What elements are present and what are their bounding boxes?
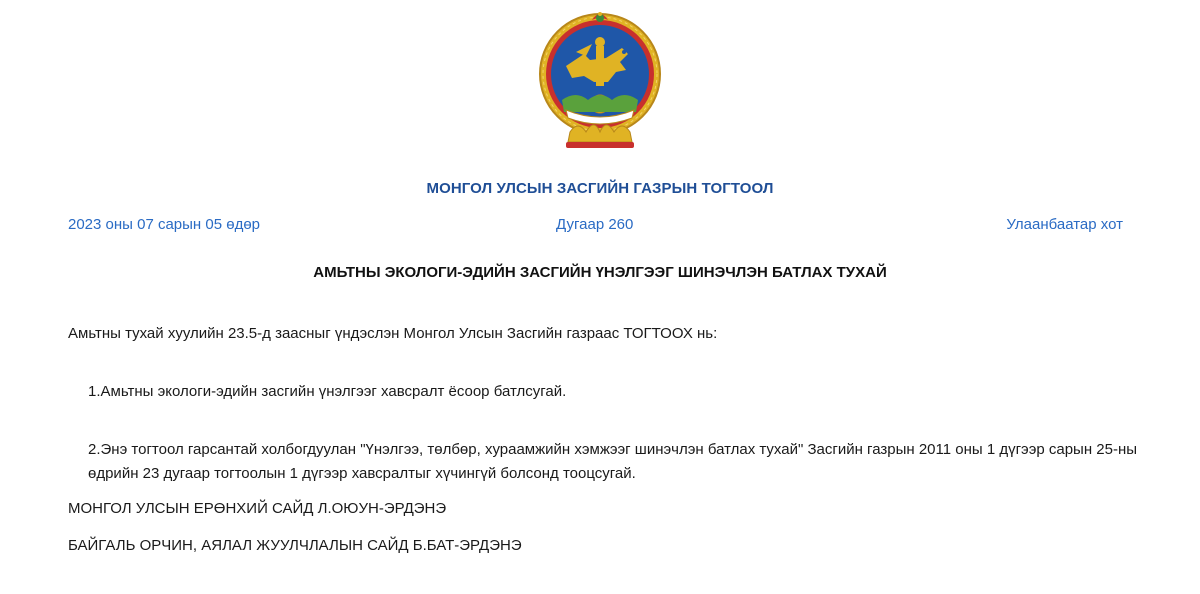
signature-prime-minister: МОНГОЛ УЛСЫН ЕРӨНХИЙ САЙД Л.ОЮУН-ЭРДЭНЭ: [68, 500, 447, 517]
resolution-date: 2023 оны 07 сарын 05 өдөр: [68, 216, 261, 233]
resolution-header-title: МОНГОЛ УЛСЫН ЗАСГИЙН ГАЗРЫН ТОГТООЛ: [426, 180, 774, 197]
resolution-number: Дугаар 260: [556, 216, 634, 233]
intro-paragraph: Амьтны тухай хуулийн 23.5-д заасныг үндэслэн Монгол Улсын Засгийн газраас ТОГТООХ нь:: [68, 325, 718, 342]
resolution-item-1: 1.Амьтны экологи-эдийн засгийн үнэлгээг хавсралт ёсоор батлсугай.: [88, 383, 567, 400]
resolution-item-2: 2.Энэ тогтоол гарсантай холбогдуулан "Үнэлгээ, төлбөр, хураамжийн хэмжээг шинэчлэн батлах тухай" Засгийн газрын 2011 оны 1 дүгээр сарын 25-ны өдрийн 23 дугаар тогтоолын 1 дүгээр хавсралтыг хүчингүй болсонд тооцсугай.: [88, 441, 1138, 482]
document-title: АМЬТНЫ ЭКОЛОГИ-ЭДИЙН ЗАСГИЙН ҮНЭЛГЭЭГ ШИНЭЧЛЭН БАТЛАХ ТУХАЙ: [313, 264, 887, 281]
signature-minister: БАЙГАЛЬ ОРЧИН, АЯЛАЛ ЖУУЛЧЛАЛЫН САЙД Б.БАТ-ЭРДЭНЭ: [68, 537, 522, 554]
resolution-city: Улаанбаатар хот: [1006, 216, 1123, 233]
state-emblem-icon: [536, 8, 664, 152]
resolution-meta-row: [68, 216, 1123, 236]
